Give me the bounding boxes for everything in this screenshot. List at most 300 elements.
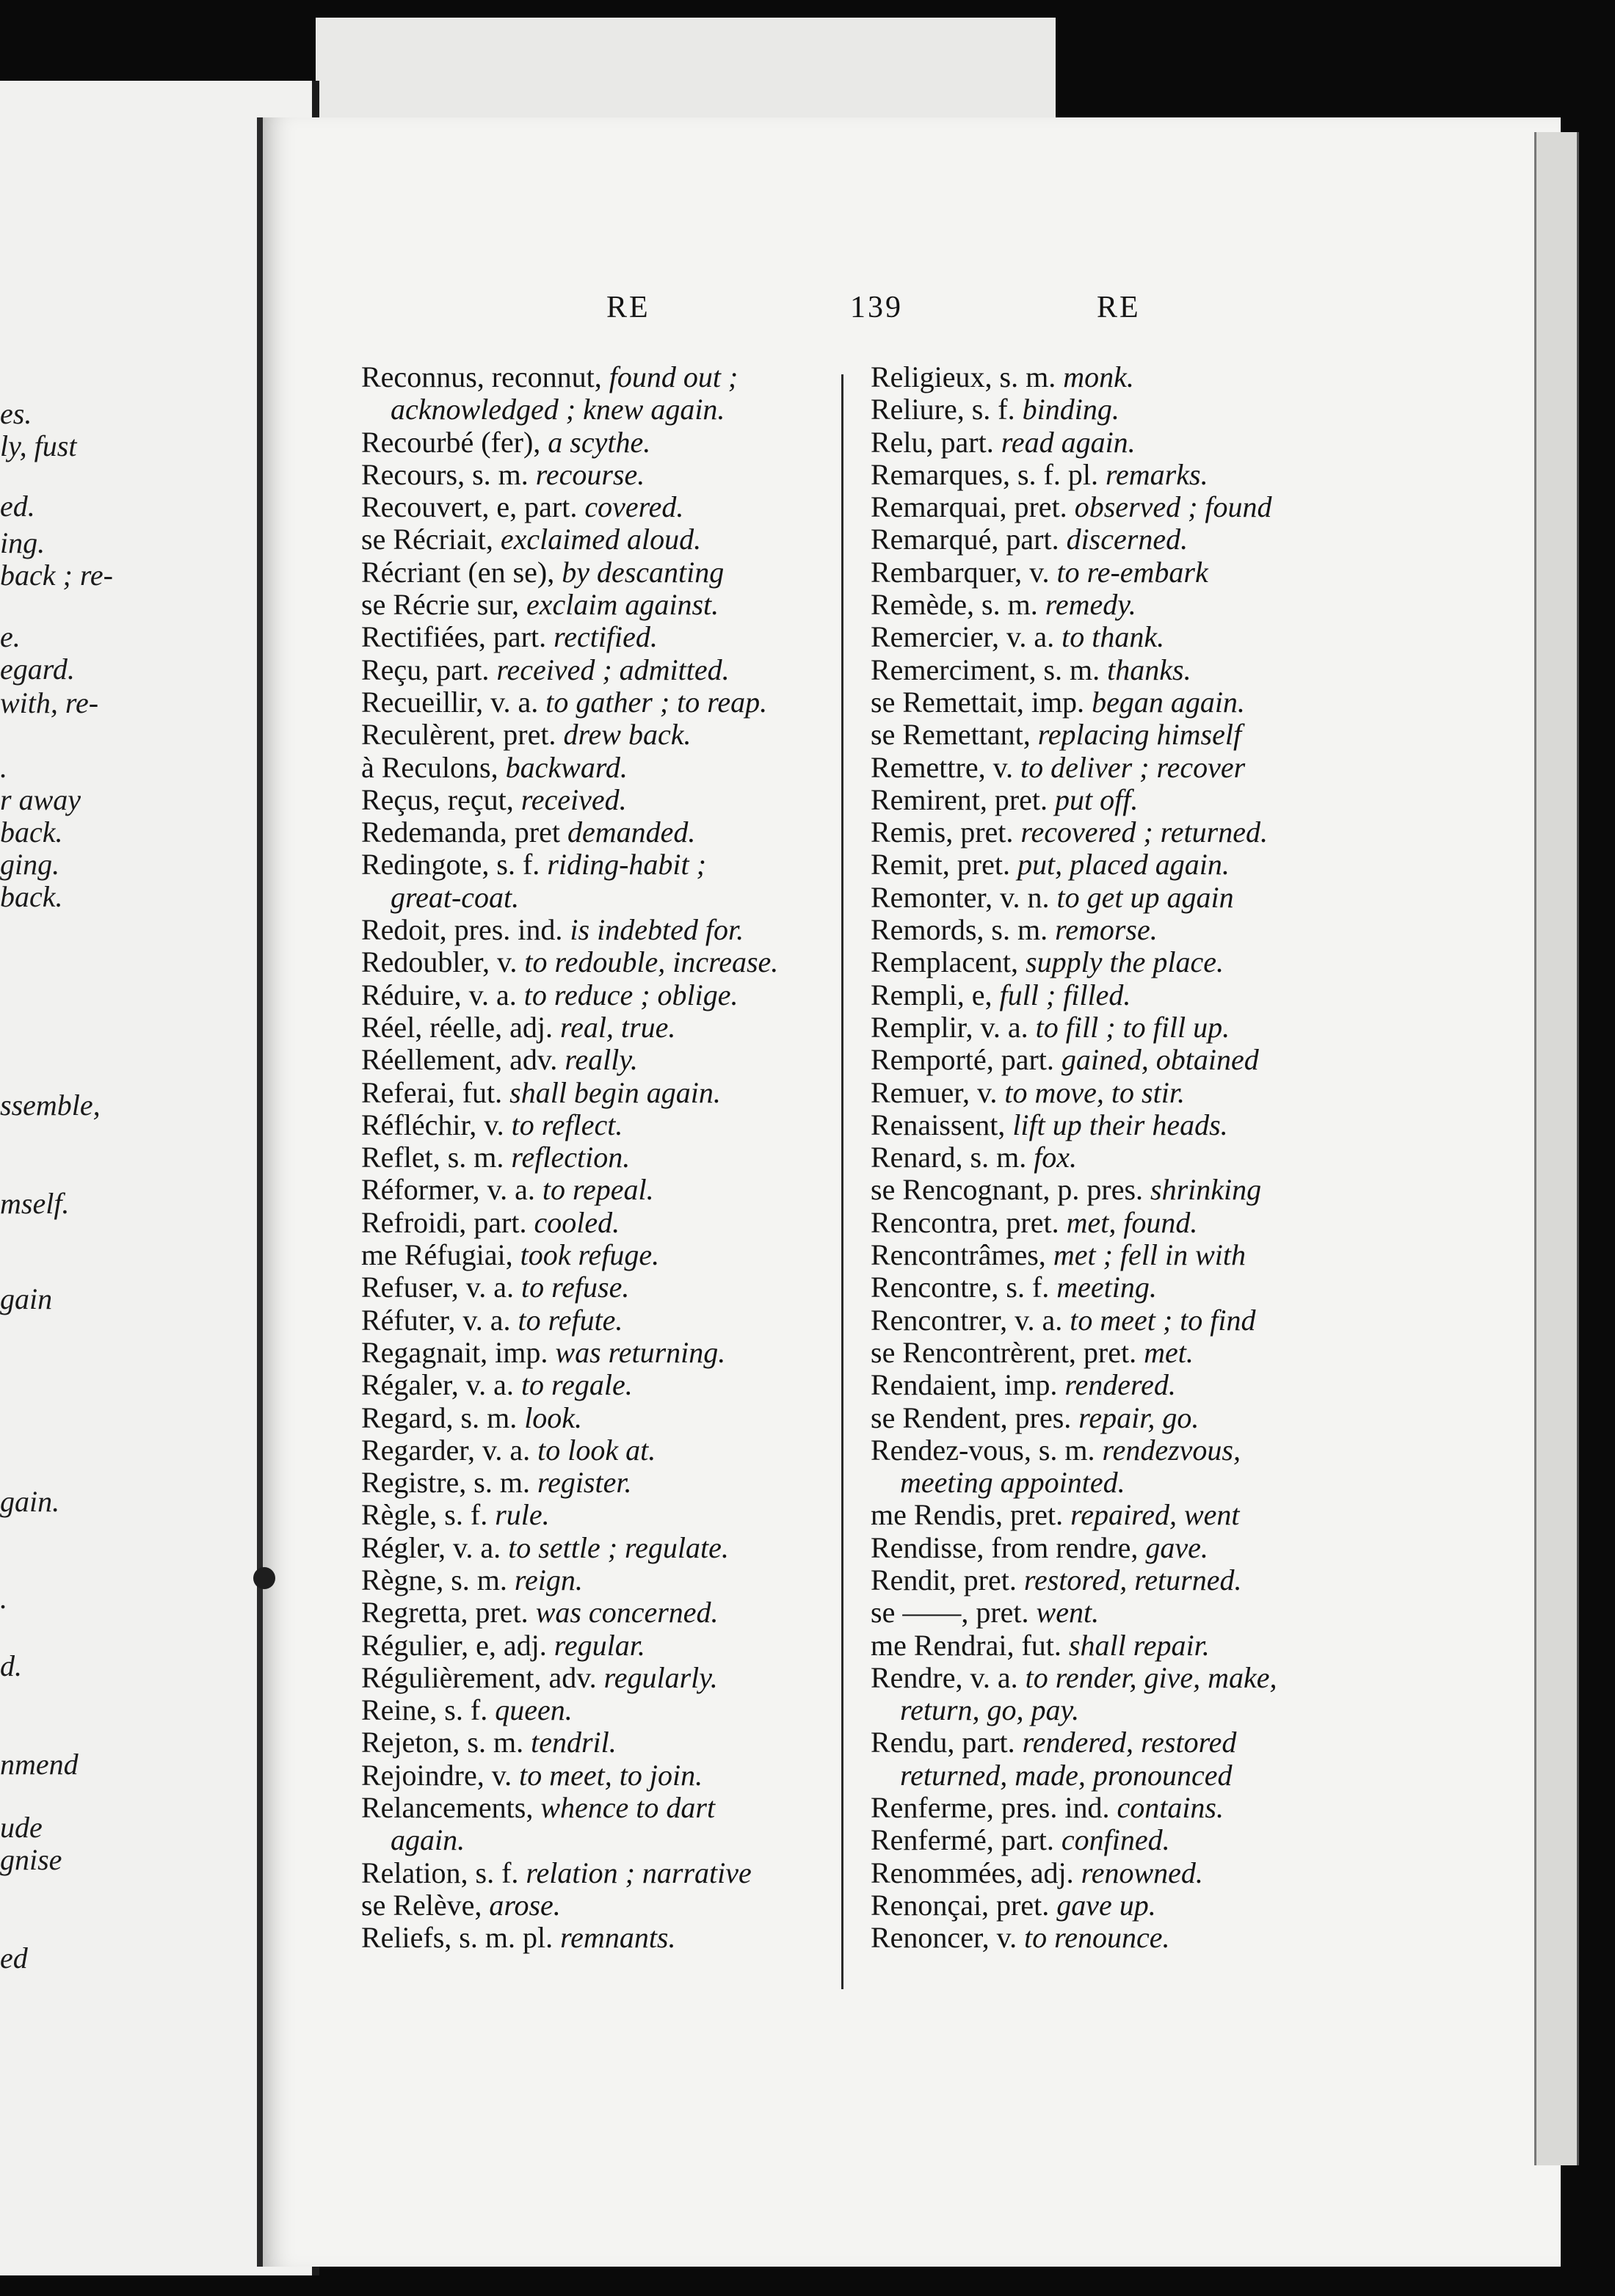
- dictionary-entry: [361, 361, 863, 393]
- entry-headword: Registre, s. m.: [361, 1466, 537, 1500]
- dictionary-entry: [361, 1630, 863, 1662]
- entry-headword: Relu, part.: [871, 425, 1001, 459]
- entry-headword: Réel, réelle, adj.: [361, 1010, 560, 1044]
- dictionary-entry: [361, 752, 863, 784]
- entry-headword: Remerciment, s. m.: [871, 653, 1108, 686]
- dictionary-entry: [361, 1402, 863, 1434]
- dictionary-entry: [361, 589, 863, 621]
- entry-gloss: return, go, pay.: [900, 1693, 1080, 1727]
- entry-gloss: discerned.: [1066, 523, 1188, 556]
- dictionary-entry: [871, 979, 1384, 1011]
- entry-headword: Rencontrâmes,: [871, 1238, 1053, 1272]
- left-page-fragment: with, re-: [0, 686, 99, 719]
- dictionary-entry: [871, 1174, 1384, 1206]
- left-page-fragment: gnise: [0, 1843, 62, 1876]
- dictionary-entry: [361, 1792, 863, 1824]
- dictionary-entry: [361, 621, 863, 653]
- entry-gloss: again.: [391, 1823, 465, 1857]
- left-page-fragment: .: [0, 751, 7, 784]
- entry-gloss: real, true.: [559, 1010, 676, 1044]
- left-page-fragment: e.: [0, 620, 21, 653]
- dictionary-entry: [361, 1369, 863, 1401]
- dictionary-entry: [361, 1532, 863, 1564]
- dictionary-entry: [871, 1532, 1384, 1564]
- entry-headword: Rendisse, from rendre,: [871, 1530, 1146, 1564]
- entry-gloss: meeting appointed.: [900, 1466, 1125, 1500]
- entry-gloss: contains.: [1117, 1791, 1224, 1825]
- entry-headword: Rectifiées, part.: [361, 620, 554, 654]
- right-column: [871, 361, 1384, 1955]
- entry-headword: se Récrie sur,: [361, 588, 526, 622]
- entry-gloss: to re-embark: [1056, 555, 1208, 589]
- entry-gloss: meeting.: [1056, 1271, 1157, 1304]
- entry-gloss: to reduce ; oblige.: [523, 978, 738, 1011]
- dictionary-entry: [871, 621, 1384, 653]
- dictionary-entry: [871, 1109, 1384, 1141]
- entry-gloss: rendered, restored: [1022, 1726, 1237, 1759]
- entry-gloss: exclaimed aloud.: [500, 523, 702, 556]
- entry-headword: Rendit, pret.: [871, 1563, 1024, 1596]
- entry-gloss: to fill ; to fill up.: [1035, 1010, 1230, 1044]
- entry-headword: Rejoindre, v.: [361, 1758, 520, 1792]
- entry-headword: Redemanda, pret: [361, 815, 567, 849]
- entry-headword: se Remettait, imp.: [871, 685, 1092, 719]
- entry-headword: Rendre, v. a.: [871, 1660, 1026, 1694]
- entry-gloss: took refuge.: [520, 1238, 660, 1272]
- entry-gloss: shall repair.: [1068, 1628, 1210, 1662]
- dictionary-entry: [871, 816, 1384, 849]
- entry-headword: Règle, s. f.: [361, 1498, 496, 1532]
- entry-gloss: to refute.: [518, 1303, 623, 1337]
- dictionary-entry: [871, 1726, 1384, 1759]
- entry-headword: Remirent, pret.: [871, 782, 1056, 816]
- entry-headword: Règne, s. m.: [361, 1563, 515, 1596]
- dictionary-entry: [361, 523, 863, 556]
- dictionary-entry: [871, 1857, 1384, 1889]
- entry-headword: Relancements,: [361, 1791, 541, 1825]
- entry-headword: Remis, pret.: [871, 815, 1021, 849]
- dictionary-entry: [361, 1662, 863, 1694]
- entry-headword: Regagnait, imp.: [361, 1335, 556, 1369]
- entry-headword: Regarder, v. a.: [361, 1433, 538, 1467]
- dictionary-entry: [361, 1174, 863, 1206]
- left-page-fragment: back ; re-: [0, 559, 113, 592]
- entry-headword: Redingote, s. f.: [361, 848, 548, 882]
- entry-headword: Régulièrement, adv.: [361, 1660, 604, 1694]
- entry-continuation: [871, 1694, 1384, 1726]
- dictionary-entry: [871, 882, 1384, 914]
- entry-headword: Remarques, s. f. pl.: [871, 457, 1106, 491]
- left-page-fragment: back.: [0, 815, 63, 849]
- entry-headword: Recours, s. m.: [361, 457, 536, 491]
- entry-headword: me Réfugiai,: [361, 1238, 520, 1272]
- entry-headword: Regard, s. m.: [361, 1401, 525, 1434]
- entry-gloss: shrinking: [1150, 1173, 1262, 1207]
- entry-headword: me Rendis, pret.: [871, 1498, 1071, 1532]
- entry-gloss: regular.: [554, 1628, 645, 1662]
- entry-headword: Recueillir, v. a.: [361, 685, 546, 719]
- dictionary-entry: [871, 1369, 1384, 1401]
- entry-headword: Rendu, part.: [871, 1726, 1023, 1759]
- entry-gloss: shall begin again.: [509, 1075, 721, 1109]
- entry-headword: Redoubler, v.: [361, 945, 525, 979]
- entry-headword: Remporté, part.: [871, 1043, 1061, 1077]
- entry-headword: Renard, s. m.: [871, 1141, 1034, 1174]
- entry-gloss: monk.: [1063, 360, 1134, 393]
- entry-gloss: received ; admitted.: [496, 653, 730, 686]
- dictionary-entry: [361, 1044, 863, 1076]
- entry-gloss: fox.: [1034, 1141, 1078, 1174]
- entry-gloss: to settle ; regulate.: [508, 1530, 729, 1564]
- left-page-fragment: ing.: [0, 526, 46, 559]
- entry-headword: Régaler, v. a.: [361, 1368, 521, 1402]
- entry-gloss: received.: [520, 782, 627, 816]
- entry-headword: Remplacent,: [871, 945, 1026, 979]
- entry-gloss: really.: [565, 1043, 638, 1077]
- entry-headword: Rencontra, pret.: [871, 1205, 1067, 1239]
- entry-headword: Rencontre, s. f.: [871, 1271, 1057, 1304]
- dictionary-entry: [361, 979, 863, 1011]
- dictionary-entry: [871, 1141, 1384, 1174]
- entry-gloss: put, placed again.: [1017, 848, 1230, 882]
- entry-gloss: by descanting: [562, 555, 725, 589]
- dictionary-entry: [871, 589, 1384, 621]
- entry-headword: se Rencognant, p. pres.: [871, 1173, 1151, 1207]
- entry-gloss: whence to dart: [540, 1791, 716, 1825]
- entry-headword: Remercier, v. a.: [871, 620, 1062, 654]
- entry-headword: Régler, v. a.: [361, 1530, 509, 1564]
- dictionary-entry: [361, 686, 863, 719]
- entry-headword: Rendaient, imp.: [871, 1368, 1065, 1402]
- entry-gloss: lift up their heads.: [1012, 1108, 1228, 1141]
- dictionary-entry: [361, 946, 863, 978]
- entry-gloss: to repeal.: [542, 1173, 654, 1207]
- entry-gloss: a scythe.: [548, 425, 651, 459]
- entry-gloss: to look at.: [537, 1433, 656, 1467]
- entry-gloss: was concerned.: [535, 1596, 719, 1630]
- entry-headword: Remède, s. m.: [871, 588, 1045, 622]
- dictionary-entry: [361, 719, 863, 751]
- dictionary-entry: [871, 1596, 1384, 1629]
- left-column: [361, 361, 863, 1955]
- dictionary-entry: [361, 491, 863, 523]
- entry-gloss: look.: [524, 1401, 583, 1434]
- dictionary-entry: [871, 752, 1384, 784]
- entry-continuation: [871, 1467, 1384, 1499]
- entry-gloss: to renounce.: [1024, 1921, 1170, 1955]
- entry-gloss: replacing himself: [1037, 718, 1242, 752]
- entry-gloss: recovered ; returned.: [1020, 815, 1268, 849]
- left-page-fragment: nmend: [0, 1748, 79, 1781]
- entry-gloss: met.: [1144, 1335, 1194, 1369]
- left-page-fragment: ed: [0, 1941, 28, 1975]
- dictionary-entry: [361, 1337, 863, 1369]
- dictionary-entry: [871, 361, 1384, 393]
- entry-headword: Réfuter, v. a.: [361, 1303, 518, 1337]
- dictionary-entry: [361, 1304, 863, 1337]
- dictionary-entry: [361, 849, 863, 881]
- entry-gloss: great-coat.: [391, 880, 520, 914]
- entry-gloss: rendered.: [1064, 1368, 1176, 1402]
- dictionary-entry: [361, 1889, 863, 1922]
- entry-headword: Rempli, e,: [871, 978, 1000, 1011]
- entry-gloss: remedy.: [1045, 588, 1136, 622]
- entry-headword: Reine, s. f.: [361, 1693, 496, 1727]
- entry-gloss: to move, to stir.: [1004, 1075, 1185, 1109]
- entry-headword: Remarqué, part.: [871, 523, 1067, 556]
- entry-gloss: supply the place.: [1026, 945, 1224, 979]
- entry-gloss: exclaim against.: [526, 588, 719, 622]
- left-page-fragment: gain: [0, 1282, 53, 1315]
- entry-headword: Remonter, v. n.: [871, 880, 1057, 914]
- entry-headword: Renferme, pres. ind.: [871, 1791, 1117, 1825]
- entry-gloss: to refuse.: [520, 1271, 630, 1304]
- dictionary-entry: [361, 1077, 863, 1109]
- entry-gloss: riding-habit ;: [547, 848, 706, 882]
- entry-headword: Régulier, e, adj.: [361, 1628, 554, 1662]
- dictionary-entry: [871, 1239, 1384, 1271]
- dictionary-entry: [871, 1077, 1384, 1109]
- dictionary-entry: [871, 1434, 1384, 1467]
- left-page-fragment: .: [0, 1582, 7, 1615]
- entry-gloss: confined.: [1061, 1823, 1170, 1857]
- dictionary-entry: [361, 1564, 863, 1596]
- entry-gloss: to gather ; to reap.: [545, 685, 768, 719]
- entry-headword: se ——, pret.: [871, 1596, 1037, 1630]
- dictionary-entry: [361, 556, 863, 589]
- dictionary-entry: [361, 1239, 863, 1271]
- entry-headword: se Remettant,: [871, 718, 1038, 752]
- entry-headword: Religieux, s. m.: [871, 360, 1064, 393]
- entry-gloss: met ; fell in with: [1053, 1238, 1246, 1272]
- dictionary-entry: [871, 491, 1384, 523]
- page-number: 139: [850, 291, 903, 324]
- left-page-fragment: mself.: [0, 1187, 70, 1220]
- dictionary-entry: [361, 1207, 863, 1239]
- entry-gloss: met, found.: [1066, 1205, 1198, 1239]
- entry-headword: Relation, s. f.: [361, 1856, 526, 1889]
- dictionary-entry: [361, 1434, 863, 1467]
- left-page-fragment: ging.: [0, 848, 60, 881]
- dictionary-entry: [871, 1011, 1384, 1044]
- entry-gloss: to thank.: [1061, 620, 1165, 654]
- left-page-fragment: d.: [0, 1649, 22, 1682]
- dictionary-entry: [361, 816, 863, 849]
- left-page-fragment: ssemble,: [0, 1089, 101, 1122]
- dictionary-entry: [871, 1792, 1384, 1824]
- entry-headword: Recouvert, e, part.: [361, 490, 585, 524]
- entry-gloss: observed ; found: [1074, 490, 1272, 524]
- dictionary-entry: [361, 1596, 863, 1629]
- dictionary-entry: [871, 1207, 1384, 1239]
- entry-gloss: acknowledged ; knew again.: [391, 393, 725, 426]
- dictionary-entry: [361, 1141, 863, 1174]
- entry-headword: Remettre, v.: [871, 750, 1021, 784]
- entry-gloss: rule.: [495, 1498, 550, 1532]
- entry-continuation: [871, 1759, 1384, 1792]
- entry-headword: Reflet, s. m.: [361, 1141, 512, 1174]
- entry-headword: Reliefs, s. m. pl.: [361, 1921, 561, 1955]
- entry-headword: Regretta, pret.: [361, 1596, 536, 1630]
- dictionary-entry: [871, 1662, 1384, 1694]
- entry-gloss: remnants.: [560, 1921, 676, 1955]
- dictionary-entry: [361, 1759, 863, 1792]
- entry-headword: Referai, fut.: [361, 1075, 510, 1109]
- entry-gloss: demanded.: [567, 815, 696, 849]
- dictionary-entry: [361, 784, 863, 816]
- entry-gloss: to regale.: [520, 1368, 633, 1402]
- dictionary-entry: [871, 654, 1384, 686]
- entry-gloss: reign.: [514, 1563, 583, 1596]
- dictionary-entry: [361, 1011, 863, 1044]
- left-page-fragment: back.: [0, 880, 63, 913]
- entry-gloss: went.: [1036, 1596, 1100, 1630]
- dictionary-entry: [361, 1922, 863, 1954]
- entry-gloss: to meet ; to find: [1070, 1303, 1256, 1337]
- dictionary-entry: [871, 849, 1384, 881]
- dictionary-entry: [361, 1467, 863, 1499]
- dictionary-entry: [361, 459, 863, 491]
- dictionary-entry: [871, 1402, 1384, 1434]
- entry-gloss: restored, returned.: [1023, 1563, 1242, 1596]
- entry-gloss: reflection.: [511, 1141, 631, 1174]
- dictionary-entry: [361, 1726, 863, 1759]
- entry-headword: me Rendrai, fut.: [871, 1628, 1069, 1662]
- entry-headword: Réfléchir, v.: [361, 1108, 512, 1141]
- dictionary-entry: [361, 1857, 863, 1889]
- entry-gloss: remarks.: [1105, 457, 1208, 491]
- entry-headword: Remarquai, pret.: [871, 490, 1075, 524]
- dictionary-entry: [361, 1499, 863, 1531]
- entry-headword: Récriant (en se),: [361, 555, 562, 589]
- entry-gloss: found out ;: [609, 360, 738, 393]
- dictionary-entry: [871, 1824, 1384, 1856]
- entry-headword: Renaissent,: [871, 1108, 1013, 1141]
- entry-gloss: remorse.: [1055, 913, 1158, 947]
- entry-gloss: returned, made, pronounced: [900, 1758, 1233, 1792]
- entry-gloss: put off.: [1055, 782, 1139, 816]
- entry-gloss: recourse.: [535, 457, 645, 491]
- entry-gloss: cooled.: [534, 1205, 620, 1239]
- dictionary-entry: [871, 426, 1384, 459]
- entry-headword: se Rendent, pres.: [871, 1401, 1079, 1434]
- entry-gloss: binding.: [1022, 393, 1119, 426]
- dictionary-entry: [871, 1630, 1384, 1662]
- entry-continuation: [361, 882, 863, 914]
- dictionary-entry: [361, 654, 863, 686]
- entry-headword: Redoit, pres. ind.: [361, 913, 570, 947]
- entry-gloss: rendezvous,: [1102, 1433, 1241, 1467]
- entry-headword: Reçus, reçut,: [361, 782, 521, 816]
- entry-headword: à Reculons,: [361, 750, 506, 784]
- dictionary-entry: [361, 1109, 863, 1141]
- entry-gloss: regularly.: [603, 1660, 718, 1694]
- dictionary-entry: [871, 1889, 1384, 1922]
- entry-gloss: relation ; narrative: [526, 1856, 752, 1889]
- entry-continuation: [361, 393, 863, 426]
- entry-gloss: was returning.: [555, 1335, 726, 1369]
- dictionary-entry: [361, 426, 863, 459]
- entry-headword: Rendez-vous, s. m.: [871, 1433, 1103, 1467]
- entry-gloss: tendril.: [531, 1726, 617, 1759]
- entry-headword: Rejeton, s. m.: [361, 1726, 531, 1759]
- dictionary-entry: [361, 1271, 863, 1304]
- entry-gloss: read again.: [1001, 425, 1136, 459]
- dictionary-entry: [871, 1304, 1384, 1337]
- entry-headword: Renommées, adj.: [871, 1856, 1081, 1889]
- entry-headword: Renfermé, part.: [871, 1823, 1061, 1857]
- left-page-fragment: ed.: [0, 490, 35, 523]
- entry-headword: Recourbé (fer),: [361, 425, 548, 459]
- entry-gloss: to render, give, make,: [1025, 1660, 1277, 1694]
- entry-headword: Réellement, adv.: [361, 1043, 565, 1077]
- dictionary-entry: [361, 914, 863, 946]
- entry-gloss: repaired, went: [1070, 1498, 1240, 1532]
- entry-gloss: gave up.: [1056, 1888, 1156, 1922]
- entry-headword: Rembarquer, v.: [871, 555, 1057, 589]
- dictionary-entry: [871, 1271, 1384, 1304]
- dictionary-entry: [871, 1499, 1384, 1531]
- entry-headword: Reliure, s. f.: [871, 393, 1023, 426]
- entry-gloss: queen.: [495, 1693, 573, 1727]
- entry-headword: Renonçai, pret.: [871, 1888, 1057, 1922]
- entry-gloss: thanks.: [1107, 653, 1191, 686]
- entry-continuation: [361, 1824, 863, 1856]
- entry-gloss: is indebted for.: [570, 913, 744, 947]
- page-edge: [1534, 132, 1579, 2165]
- dictionary-entry: [871, 393, 1384, 426]
- entry-headword: Reçu, part.: [361, 653, 497, 686]
- left-page-fragment: r away: [0, 783, 81, 816]
- left-page-fragment: egard.: [0, 653, 75, 686]
- entry-gloss: drew back.: [563, 718, 692, 752]
- entry-gloss: began again.: [1092, 685, 1245, 719]
- entry-headword: Reculèrent, pret.: [361, 718, 564, 752]
- running-head-left: RE: [606, 291, 650, 324]
- left-page-fragment: ude: [0, 1811, 43, 1844]
- entry-gloss: repair, go.: [1078, 1401, 1200, 1434]
- entry-gloss: backward.: [505, 750, 628, 784]
- binding-mark: [253, 1567, 275, 1589]
- dictionary-entry: [871, 459, 1384, 491]
- entry-gloss: gave.: [1145, 1530, 1208, 1564]
- entry-headword: Refroidi, part.: [361, 1205, 534, 1239]
- entry-gloss: renowned.: [1081, 1856, 1203, 1889]
- entry-headword: Remit, pret.: [871, 848, 1017, 882]
- entry-headword: se Rencontrèrent, pret.: [871, 1335, 1144, 1369]
- entry-headword: Rencontrer, v. a.: [871, 1303, 1070, 1337]
- dictionary-entry: [871, 556, 1384, 589]
- entry-headword: Réformer, v. a.: [361, 1173, 542, 1207]
- entry-gloss: full ; filled.: [999, 978, 1131, 1011]
- entry-gloss: register.: [537, 1466, 632, 1500]
- left-page-fragment: es.: [0, 397, 32, 430]
- dictionary-entry: [361, 1694, 863, 1726]
- entry-gloss: to meet, to join.: [519, 1758, 703, 1792]
- entry-gloss: rectified.: [554, 620, 658, 654]
- left-page-fragment: ly, fust: [0, 429, 77, 462]
- dictionary-entry: [871, 523, 1384, 556]
- entry-headword: se Récriait,: [361, 523, 501, 556]
- entry-headword: Remords, s. m.: [871, 913, 1056, 947]
- dictionary-entry: [871, 784, 1384, 816]
- entry-headword: Remuer, v.: [871, 1075, 1005, 1109]
- dictionary-entry: [871, 1337, 1384, 1369]
- dictionary-entry: [871, 1564, 1384, 1596]
- dictionary-entry: [871, 914, 1384, 946]
- dictionary-entry: [871, 686, 1384, 719]
- entry-headword: Reconnus, reconnut,: [361, 360, 609, 393]
